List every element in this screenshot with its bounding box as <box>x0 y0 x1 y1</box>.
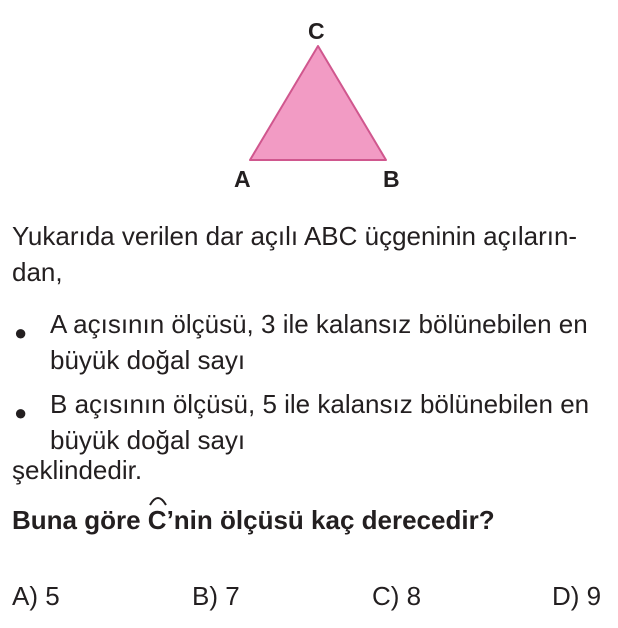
option-b[interactable]: B) 7 <box>192 581 240 611</box>
condition-item-a <box>12 306 612 378</box>
question-text <box>12 500 495 540</box>
question-prefix: Buna göre <box>12 505 148 535</box>
angle-hat-icon <box>149 494 167 506</box>
vertex-label-a: A <box>234 166 251 192</box>
condition-text-a: A açısının ölçüsü, 3 ile kalansız bölünebilen en büyük doğal sayı <box>50 309 588 375</box>
answer-options <box>0 578 618 618</box>
triangle-abc <box>250 46 386 160</box>
vertex-label-c: C <box>308 18 325 44</box>
condition-list <box>12 306 612 466</box>
vertex-label-b: B <box>383 166 400 192</box>
bullet-dot-icon: ● <box>14 400 28 425</box>
option-c[interactable]: C) 8 <box>372 581 422 611</box>
outro-text: şeklindedir. <box>12 455 143 485</box>
option-d[interactable]: D) 9 <box>552 581 602 611</box>
condition-text-b: B açısının ölçüsü, 5 ile kalansız bölünebilen en büyük doğal sayı <box>50 389 590 455</box>
bullet-dot-icon: ● <box>14 320 28 345</box>
triangle-figure <box>0 0 618 200</box>
condition-item-b <box>12 386 612 458</box>
angle-c-symbol <box>148 500 167 540</box>
intro-text: Yukarıda verilen dar açılı ABC üçgeninin açıların-dan, <box>12 221 578 287</box>
angle-letter: C <box>147 505 167 535</box>
option-a[interactable]: A) 5 <box>12 581 60 611</box>
question-suffix: ’nin ölçüsü kaç derecedir? <box>166 505 495 535</box>
